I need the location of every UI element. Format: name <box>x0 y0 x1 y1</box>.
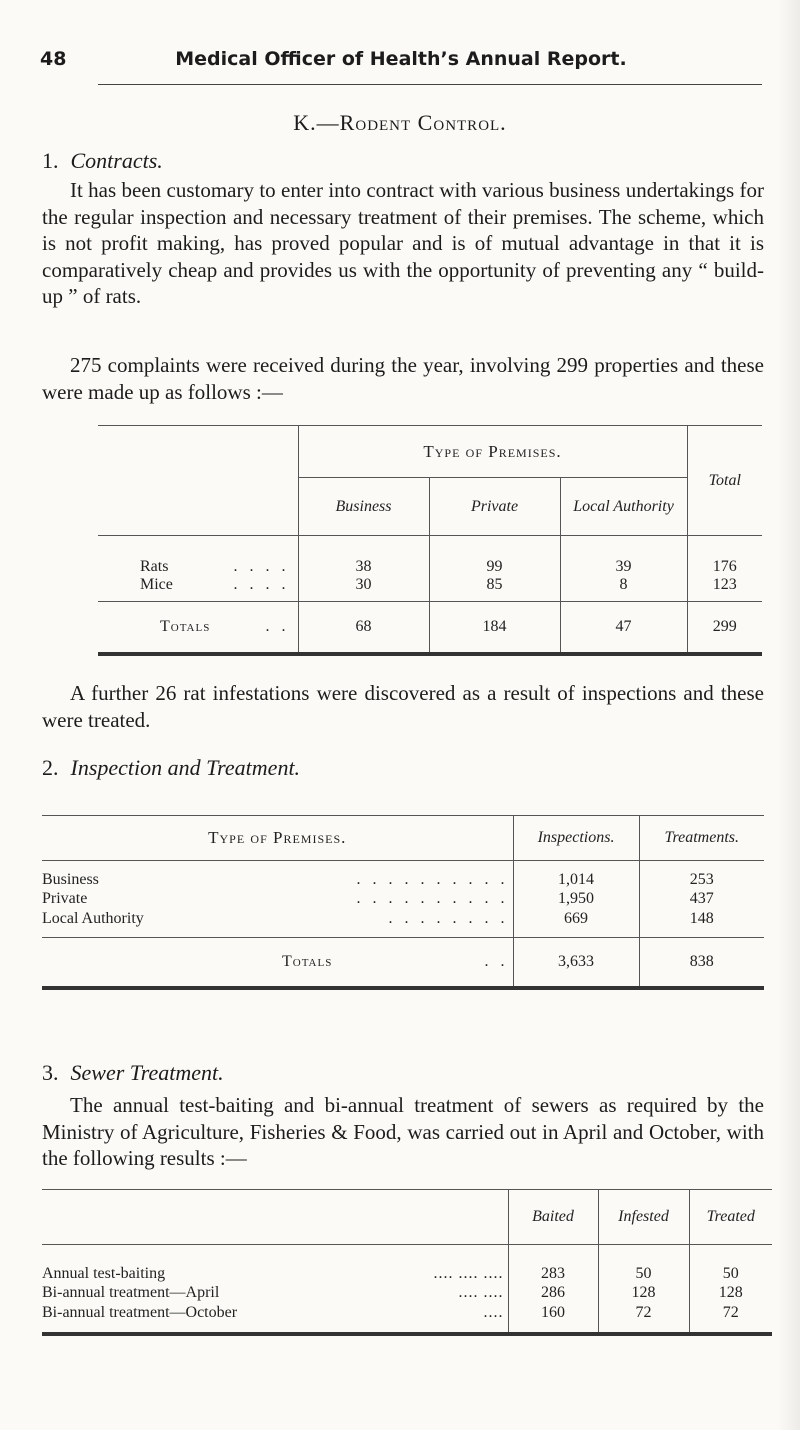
sewer-paragraph: The annual test-baiting and bi-annual treatment of sewers as required by the Ministry of Agriculture, Fisheries & Food, was carried out in April and October, with the following results :— <box>42 1093 764 1170</box>
leader-dots: .... .... .... <box>433 1264 504 1282</box>
table-cell: 47 <box>560 602 687 654</box>
leader-dots: .... .... <box>458 1284 504 1301</box>
totals-row <box>98 602 762 654</box>
treated-header: Treated <box>689 1190 772 1245</box>
table-row <box>42 1283 772 1304</box>
row-label: Mice <box>140 575 173 593</box>
table-cell: 50 <box>689 1245 772 1283</box>
table-cell: 669 <box>513 910 639 938</box>
treatments-header: Treatments. <box>639 816 764 861</box>
inspection-treatment-table <box>42 815 764 990</box>
table-cell: 85 <box>429 576 560 602</box>
contracts-heading <box>42 148 163 174</box>
table-cell: 128 <box>689 1283 772 1304</box>
type-of-premises-header: Type of Premises. <box>208 828 347 847</box>
row-label: Business <box>42 870 99 888</box>
totals-label: Totals <box>160 617 211 635</box>
sewer-number: 3. <box>42 1060 59 1085</box>
table-cell: 50 <box>598 1245 689 1283</box>
table-cell: 38 <box>298 536 429 576</box>
totals-label: Totals <box>282 952 333 970</box>
inspection-label: Inspection and Treatment. <box>70 755 301 780</box>
table-cell: 437 <box>639 889 764 910</box>
table-cell: 160 <box>508 1304 598 1334</box>
inspection-number: 2. <box>42 755 59 780</box>
row-label: Private <box>42 890 88 907</box>
type-of-premises-header: Type of Premises. <box>298 426 687 478</box>
leader-dots: . . . . <box>233 575 290 593</box>
totals-row <box>42 938 764 988</box>
table-cell: 99 <box>429 536 560 576</box>
table-cell: 30 <box>298 576 429 602</box>
sewer-heading <box>42 1060 224 1086</box>
contracts-paragraph-1: It has been customary to enter into contract with various business undertakings for the regular inspection and necessary treatment of their premises. The scheme, which is not profit making, has proved popular and is of mutual advantage in that it is comparatively cheap and provides us with the opportunity of preventing any “ build-up ” of rats. <box>42 178 764 308</box>
row-label: Annual test-baiting <box>42 1264 166 1282</box>
page-number: 48 <box>40 48 67 70</box>
table-cell: 68 <box>298 602 429 654</box>
leader-dots: .... <box>483 1303 504 1321</box>
corner-cell <box>98 426 298 536</box>
table-cell: 176 <box>687 536 762 576</box>
infested-header: Infested <box>598 1190 689 1245</box>
section-title: K.—Rodent Control. <box>293 110 507 135</box>
business-header: Business <box>298 478 429 536</box>
table-cell: 128 <box>598 1283 689 1304</box>
table-cell: 283 <box>508 1245 598 1283</box>
row-label: Local Authority <box>42 909 144 927</box>
table-cell: 286 <box>508 1283 598 1304</box>
table-cell: 72 <box>598 1304 689 1334</box>
private-header: Private <box>429 478 560 536</box>
table-row <box>42 1304 772 1334</box>
contracts-label: Contracts. <box>70 148 163 173</box>
table-cell: 123 <box>687 576 762 602</box>
leader-dots: . . . . . . . . . . <box>356 870 509 888</box>
table-cell: 39 <box>560 536 687 576</box>
table-row <box>42 910 764 938</box>
table-cell: 184 <box>429 602 560 654</box>
table-row <box>98 576 762 602</box>
table-row <box>98 536 762 576</box>
table-cell: 1,950 <box>513 889 639 910</box>
corner-cell <box>42 1190 508 1245</box>
table-cell: 72 <box>689 1304 772 1334</box>
table-cell: 148 <box>639 910 764 938</box>
contracts-number: 1. <box>42 148 59 173</box>
sewer-results-table <box>42 1189 772 1336</box>
table-cell: 253 <box>639 861 764 889</box>
inspection-heading <box>42 755 300 781</box>
sewer-label: Sewer Treatment. <box>70 1060 224 1085</box>
premises-complaints-table <box>98 425 762 656</box>
table-row <box>42 889 764 910</box>
baited-header: Baited <box>508 1190 598 1245</box>
leader-dots: . . . . . . . . . . <box>356 890 509 907</box>
leader-dots: . . . . <box>233 557 290 575</box>
leader-dots: . . <box>484 952 509 970</box>
header-rule <box>98 84 762 85</box>
contracts-paragraph-2: 275 complaints were received during the year, involving 299 properties and these were made up as follows :— <box>42 353 764 404</box>
local-authority-header: Local Authority <box>560 478 687 536</box>
table-cell: 1,014 <box>513 861 639 889</box>
leader-dots: . . <box>265 617 290 635</box>
table-cell: 3,633 <box>513 938 639 988</box>
table-cell: 299 <box>687 602 762 654</box>
row-label: Rats <box>140 557 169 575</box>
leader-dots: . . . . . . . . <box>388 909 509 927</box>
table-cell: 8 <box>560 576 687 602</box>
table-row <box>42 1245 772 1283</box>
table-cell: 838 <box>639 938 764 988</box>
inspections-header: Inspections. <box>513 816 639 861</box>
table-row <box>42 861 764 889</box>
row-label: Bi-annual treatment—October <box>42 1303 238 1321</box>
total-header: Total <box>687 426 762 536</box>
contracts-paragraph-3: A further 26 rat infestations were discovered as a result of inspections and these were treated. <box>42 681 764 732</box>
page-edge-shadow <box>778 0 800 1430</box>
report-title: Medical Officer of Health’s Annual Report. <box>175 48 627 70</box>
row-label: Bi-annual treatment—April <box>42 1284 220 1301</box>
